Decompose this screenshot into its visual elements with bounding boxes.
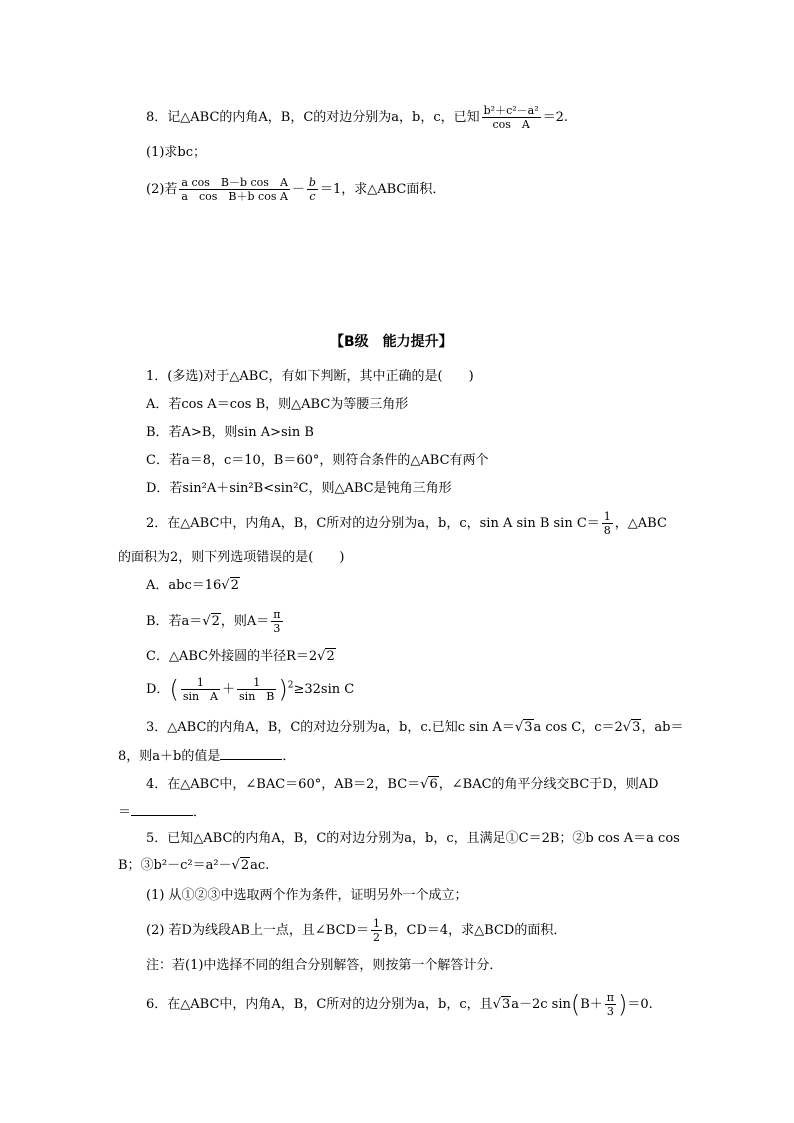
sqrt-symbol: √6 [420,777,438,792]
answer-blank[interactable] [131,803,193,816]
sqrt-symbol: √2 [317,649,335,664]
q6-pi-over-3: $\frac{\pi}{3}$ [606,991,615,1018]
q5-part1: (1) 从①②③中选取两个作为条件，证明另外一个成立； [146,888,468,903]
q1-stem: 1．(多选)对于△ABC，有如下判断，其中正确的是( ) [146,369,474,384]
sqrt-symbol: √3 [492,997,511,1012]
sqrt-symbol: √3 [622,720,641,735]
q2-fraction: $\frac{1}{8}$ [603,510,611,537]
q8-part1: (1)求bc； [146,145,207,160]
q8-stem: 8．记△ABC的内角A，B，C的对边分别为a，b，c，已知 $\frac{\text{b²＋c²－a²}}{\text{cos A}}$ ＝2. [146,104,569,131]
sqrt-symbol: √2 [202,614,220,629]
q6-stem: 6．在△ABC中，内角A，B，C所对的边分别为a，b，c，且√3a－2c sin(B＋ $\frac{\pi}{3}$ )＝0. [146,990,653,1019]
sqrt-symbol: √2 [221,578,239,593]
q8-part2: (2)若 $\frac{\text{a cos B－b cos A}}{\text{a cos B＋b cos A}}$ － $\frac{b}{c}$ ＝1，求△ABC面积． [146,176,446,203]
q5-stem: 5．已知△ABC的内角A，B，C的对边分别为a，b，c，且满足①C＝2B；②b cos A＝a cos [146,831,680,846]
q2-option-d: D．( $\frac{1}{\text{sin A}}$ ＋ $\frac{1}{\text{sin B}}$ )$^2$≥32sin C [146,675,355,704]
q5-part2: (2) 若D为线段AB上一点，且∠BCD＝ $\frac{1}{2}$ B，CD＝4，求△BCD的面积． [146,917,567,944]
answer-blank[interactable] [220,747,282,760]
section-title: 【B级 能力提升】 [330,334,453,350]
q1-option-b: B．若A>B，则sin A>sin B [146,425,314,440]
q5-half: $\frac{1}{2}$ [372,917,380,944]
q3-stem-cont: 8，则a＋b的值是 ． [118,749,296,764]
q4-stem: 4．在△ABC中，∠BAC＝60°，AB＝2，BC＝√6，∠BAC的角平分线交BC于D，则AD [146,777,659,792]
q8-part2-fraction-b-c: $\frac{b}{c}$ [308,176,316,203]
q2-stem-cont: 的面积为2，则下列选项错误的是( ) [118,550,345,565]
q2-pi-over-3: $\frac{\pi}{3}$ [273,608,281,635]
q5-stem-cont: B；③b²－c²＝a²－√2ac. [118,858,270,873]
q2-d-frac2: $\frac{1}{\text{sin B}}$ [239,676,275,703]
sqrt-symbol: √3 [514,720,533,735]
q2-stem: 2．在△ABC中，内角A，B，C所对的边分别为a，b，c，sin A sin B sin C＝ $\frac{1}{8}$ ，△ABC [146,510,667,537]
q8-fraction: $\frac{\text{b²＋c²－a²}}{\text{cos A}}$ [483,104,539,131]
q4-stem-cont: ＝ ． [118,805,207,820]
sqrt-symbol: √2 [231,858,250,873]
q2-d-frac1: $\frac{1}{\text{sin A}}$ [182,676,219,703]
q5-note: 注：若(1)中选择不同的组合分别解答，则按第一个解答计分． [146,958,503,973]
q8-part2-fraction: $\frac{\text{a cos B－b cos A}}{\text{a cos B＋b cos A}}$ [181,176,288,203]
q3-stem: 3．△ABC的内角A，B，C的对边分别为a，b，c.已知c sin A＝√3a cos C，c＝2√3，ab＝ [146,720,684,735]
q2-option-c: C．△ABC外接圆的半径R＝2√2 [146,649,335,664]
q1-option-c: C．若a＝8，c＝10，B＝60°，则符合条件的△ABC有两个 [146,453,489,468]
q8-stem-text: 8．记△ABC的内角A，B，C的对边分别为a，b，c，已知 [146,110,480,125]
q2-option-b: B．若a＝√2，则A＝ $\frac{\pi}{3}$ [146,608,281,635]
q2-option-a: A．abc＝16√2 [146,578,239,593]
q1-option-a: A．若cos A＝cos B，则△ABC为等腰三角形 [146,397,409,412]
q1-option-d: D．若sin²A＋sin²B<sin²C，则△ABC是钝角三角形 [146,481,452,496]
